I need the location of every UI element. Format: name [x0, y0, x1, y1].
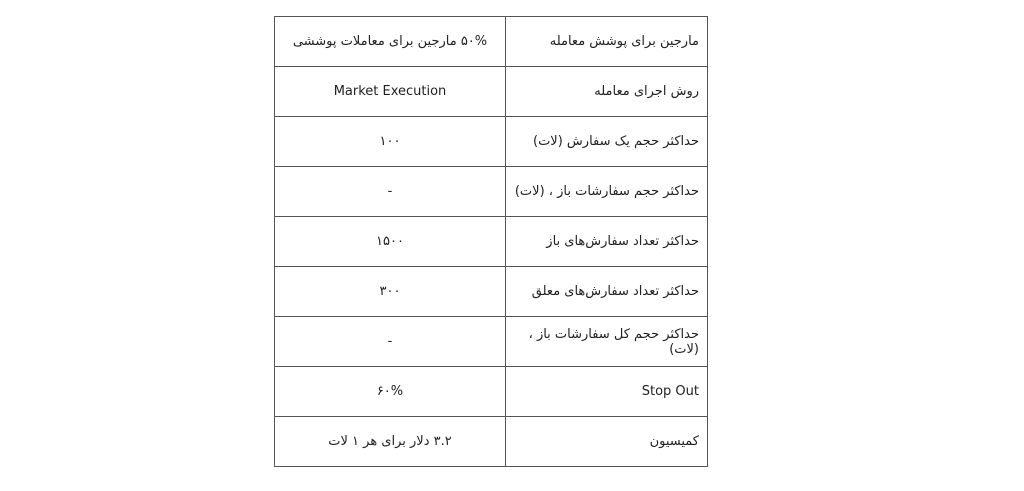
cell-value: ۳.۲ دلار برای هر ۱ لات [275, 417, 506, 467]
table-row [275, 417, 708, 467]
spec-table [274, 16, 708, 467]
cell-value: ۱۰۰ [275, 117, 506, 167]
cell-label: حداکثر تعداد سفارش‌های معلق [506, 267, 708, 317]
cell-value: Market Execution [275, 67, 506, 117]
cell-value: - [275, 167, 506, 217]
table-row [275, 67, 708, 117]
table-row [275, 117, 708, 167]
cell-label: مارجین برای پوشش معامله [506, 17, 708, 67]
cell-value: ۵۰% مارجین برای معاملات پوششی [275, 17, 506, 67]
cell-label: کمیسیون [506, 417, 708, 467]
cell-value: ۶۰% [275, 367, 506, 417]
table-row [275, 267, 708, 317]
table-row [275, 317, 708, 367]
cell-label: حداکثر تعداد سفارش‌های باز [506, 217, 708, 267]
table-row [275, 217, 708, 267]
cell-value: ۱۵۰۰ [275, 217, 506, 267]
table-row [275, 367, 708, 417]
table-row [275, 167, 708, 217]
cell-label: حداکثر حجم یک سفارش (لات) [506, 117, 708, 167]
cell-value: ۳۰۰ [275, 267, 506, 317]
table-row [275, 17, 708, 67]
cell-label: حداکثر حجم کل سفارشات باز ، (لات) [506, 317, 708, 367]
cell-value: - [275, 317, 506, 367]
cell-label: Stop Out [506, 367, 708, 417]
cell-label: روش اجرای معامله [506, 67, 708, 117]
cell-label: حداکثر حجم سفارشات باز ، (لات) [506, 167, 708, 217]
